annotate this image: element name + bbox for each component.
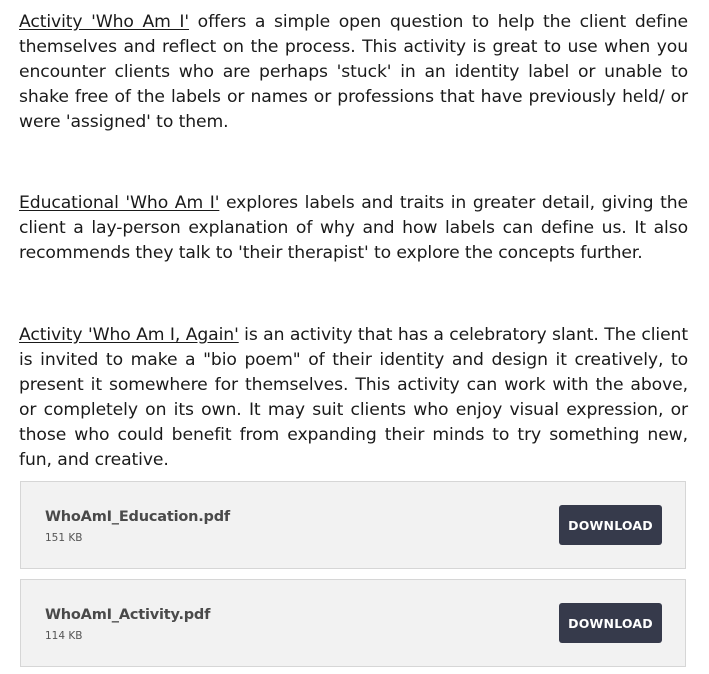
file-attachment-card: [20, 579, 686, 667]
paragraph-activity-who-am-i-again: [19, 323, 688, 473]
download-button[interactable]: DOWNLOAD: [559, 505, 662, 545]
file-name: WhoAmI_Education.pdf: [45, 509, 231, 525]
file-attachment-card: [20, 481, 686, 569]
paragraph-educational-who-am-i: [19, 191, 688, 266]
file-name: WhoAmI_Activity.pdf: [45, 607, 211, 623]
paragraph-text: is an activity that has a celebratory slant. The client is invited to make a "bio poem" of their identity and design it creatively, to present it somewhere for themselves. This activity can work with the above, or completely on its own. It may suit clients who enjoy visual expression, or those who could benefit from expanding their minds to try something new, fun, and creative.: [19, 325, 688, 470]
download-button[interactable]: DOWNLOAD: [559, 603, 662, 643]
paragraph-activity-who-am-i: [19, 10, 688, 135]
link-activity-who-am-i-again[interactable]: Activity 'Who Am I, Again': [19, 325, 239, 345]
file-size: 114 KB: [45, 630, 83, 642]
paragraph-text: explores labels and traits in greater detail, giving the client a lay-person explanation of why and how labels can define us. It also recommends they talk to 'their therapist' to explore the concepts further.: [19, 193, 688, 263]
link-activity-who-am-i[interactable]: Activity 'Who Am I': [19, 12, 190, 32]
file-size: 151 KB: [45, 532, 83, 544]
link-educational-who-am-i[interactable]: Educational 'Who Am I': [19, 193, 220, 213]
paragraph-text: offers a simple open question to help the client define themselves and reflect on the process. This activity is great to use when you encounter clients who are perhaps 'stuck' in an identity label or unable to shake free of the labels or names or professions that have previously held/ or were 'assigned' to them.: [19, 12, 688, 132]
